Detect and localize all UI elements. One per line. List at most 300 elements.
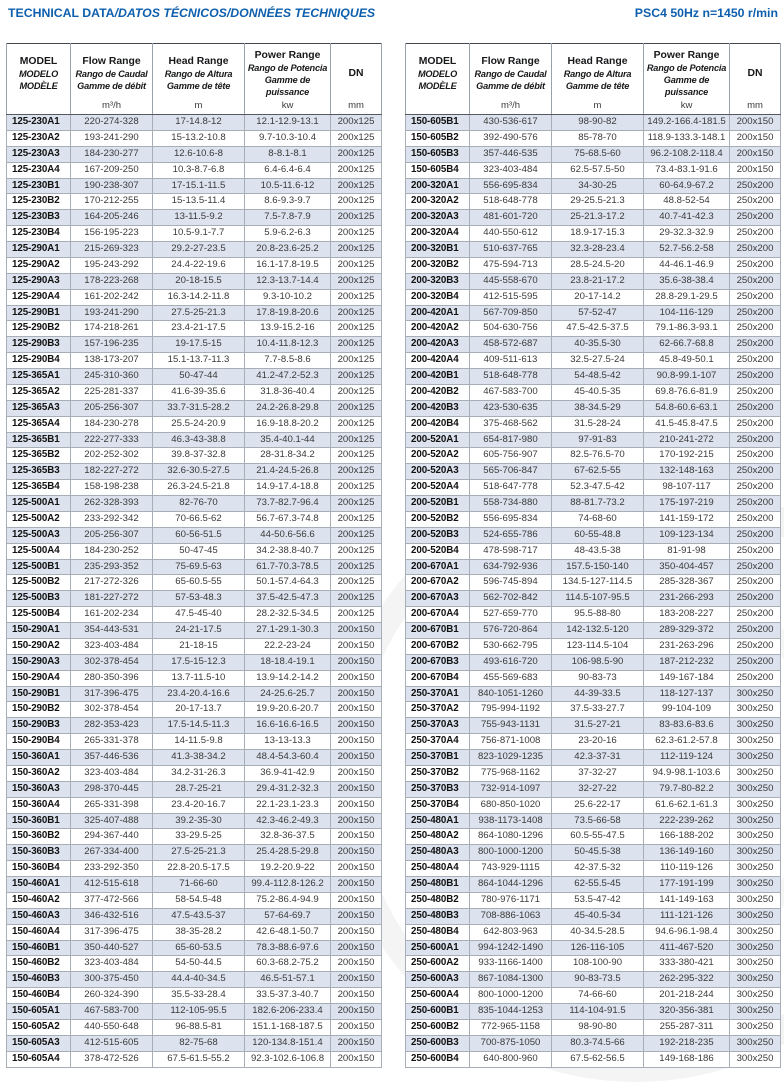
power-column-header bbox=[245, 44, 331, 99]
dn-cell: 300x250 bbox=[730, 734, 781, 750]
dn-cell: 250x200 bbox=[730, 289, 781, 305]
model-cell: 250-600B2 bbox=[406, 1019, 470, 1035]
flow-range-cell: 530-662-795 bbox=[470, 638, 552, 654]
model-cell: 250-480B3 bbox=[406, 908, 470, 924]
power-range-cell: 13.9-14.2-14.2 bbox=[245, 670, 331, 686]
table-row bbox=[7, 289, 382, 305]
model-cell: 125-290A2 bbox=[7, 257, 71, 273]
flow-range-cell: 377-472-566 bbox=[71, 892, 153, 908]
table-row bbox=[406, 638, 781, 654]
dn-cell: 200x125 bbox=[331, 353, 382, 369]
table-row bbox=[406, 988, 781, 1004]
power-range-cell: 99.4-112.8-126.2 bbox=[245, 877, 331, 893]
power-range-cell: 13.9-15.2-16 bbox=[245, 321, 331, 337]
head-range-cell: 35.5-33-28.4 bbox=[153, 988, 245, 1004]
model-cell: 150-460B3 bbox=[7, 972, 71, 988]
power-range-cell: 75.2-86.4-94.9 bbox=[245, 892, 331, 908]
model-cell: 200-520A4 bbox=[406, 480, 470, 496]
head-range-cell: 26.3-24.5-21.8 bbox=[153, 480, 245, 496]
dn-cell: 300x250 bbox=[730, 861, 781, 877]
model-cell: 200-320A2 bbox=[406, 194, 470, 210]
dn-cell: 200x125 bbox=[331, 321, 382, 337]
dn-cell: 200x150 bbox=[331, 765, 382, 781]
flow-range-cell: 184-230-278 bbox=[71, 416, 153, 432]
model-cell: 125-290B1 bbox=[7, 305, 71, 321]
power-range-cell: 36.9-41-42.9 bbox=[245, 765, 331, 781]
flow-range-cell: 445-558-670 bbox=[470, 273, 552, 289]
flow-range-cell: 156-195-223 bbox=[71, 226, 153, 242]
dn-cell: 200x150 bbox=[331, 638, 382, 654]
power-range-cell: 231-263-296 bbox=[644, 638, 730, 654]
flow-range-cell: 412-515-605 bbox=[71, 1035, 153, 1051]
flow-range-cell: 654-817-980 bbox=[470, 432, 552, 448]
flow-range-cell: 504-630-756 bbox=[470, 321, 552, 337]
table-row bbox=[406, 924, 781, 940]
flow-range-cell: 933-1166-1400 bbox=[470, 956, 552, 972]
table-row bbox=[406, 1019, 781, 1035]
dn-cell: 200x125 bbox=[331, 194, 382, 210]
flow-range-cell: 743-929-1115 bbox=[470, 861, 552, 877]
flow-range-cell: 467-583-700 bbox=[470, 384, 552, 400]
head-range-cell: 23.4-20-16.7 bbox=[153, 797, 245, 813]
table-row bbox=[7, 400, 382, 416]
head-range-cell: 22.8-20.5-17.5 bbox=[153, 861, 245, 877]
power-range-cell: 141-149-163 bbox=[644, 892, 730, 908]
head-range-cell: 123-114.5-104 bbox=[552, 638, 644, 654]
flow-range-cell: 392-490-576 bbox=[470, 130, 552, 146]
flow-range-cell: 775-968-1162 bbox=[470, 765, 552, 781]
model-cell: 150-605B4 bbox=[406, 162, 470, 178]
table-row bbox=[406, 972, 781, 988]
power-range-cell: 94.9-98.1-103.6 bbox=[644, 765, 730, 781]
head-range-cell: 38-35-28.2 bbox=[153, 924, 245, 940]
dn-cell: 200x150 bbox=[331, 718, 382, 734]
flow-range-cell: 302-378-454 bbox=[71, 654, 153, 670]
power-range-cell: 285-328-367 bbox=[644, 575, 730, 591]
table-row bbox=[7, 861, 382, 877]
power-range-cell: 333-380-421 bbox=[644, 956, 730, 972]
model-cell: 125-230B1 bbox=[7, 178, 71, 194]
head-range-cell: 62-55.5-45 bbox=[552, 877, 644, 893]
dn-cell: 300x250 bbox=[730, 892, 781, 908]
dn-cell: 300x250 bbox=[730, 765, 781, 781]
table-row bbox=[7, 686, 382, 702]
head-range-cell: 67.5-62-56.5 bbox=[552, 1051, 644, 1067]
head-range-cell: 65-60-53.5 bbox=[153, 940, 245, 956]
head-range-cell: 65-60.5-55 bbox=[153, 575, 245, 591]
power-range-cell: 37.5-42.5-47.3 bbox=[245, 591, 331, 607]
dn-cell: 200x125 bbox=[331, 448, 382, 464]
dn-cell: 300x250 bbox=[730, 702, 781, 718]
head-range-cell: 90-83-73 bbox=[552, 670, 644, 686]
table-row bbox=[7, 797, 382, 813]
head-range-cell: 112-105-95.5 bbox=[153, 1004, 245, 1020]
dn-cell: 300x250 bbox=[730, 829, 781, 845]
model-cell: 200-670A1 bbox=[406, 559, 470, 575]
table-row bbox=[406, 797, 781, 813]
power-range-cell: 210-241-272 bbox=[644, 432, 730, 448]
flow-range-cell: 346-432-516 bbox=[71, 908, 153, 924]
flow-range-cell: 558-734-880 bbox=[470, 496, 552, 512]
model-cell: 150-460A2 bbox=[7, 892, 71, 908]
head-range-cell: 20-18-15.5 bbox=[153, 273, 245, 289]
head-range-cell: 54-48.5-42 bbox=[552, 369, 644, 385]
head-range-cell: 13-11.5-9.2 bbox=[153, 210, 245, 226]
power-range-cell: 28.8-29.1-29.5 bbox=[644, 289, 730, 305]
model-cell: 150-605B2 bbox=[406, 130, 470, 146]
power-range-cell: 7.5-7.8-7.9 bbox=[245, 210, 331, 226]
dn-cell: 200x150 bbox=[331, 654, 382, 670]
dn-cell: 200x150 bbox=[331, 988, 382, 1004]
flow-range-cell: 994-1242-1490 bbox=[470, 940, 552, 956]
table-row bbox=[406, 464, 781, 480]
model-cell: 150-605B3 bbox=[406, 146, 470, 162]
dn-cell: 200x125 bbox=[331, 543, 382, 559]
dn-cell: 200x150 bbox=[331, 892, 382, 908]
power-range-cell: 94.6-96.1-98.4 bbox=[644, 924, 730, 940]
model-cell: 200-520A3 bbox=[406, 464, 470, 480]
table-row bbox=[7, 115, 382, 131]
power-range-cell: 57-64-69.7 bbox=[245, 908, 331, 924]
table-row bbox=[406, 765, 781, 781]
power-range-cell: 9.7-10.3-10.4 bbox=[245, 130, 331, 146]
dn-cell: 200x150 bbox=[331, 1035, 382, 1051]
dn-cell: 250x200 bbox=[730, 496, 781, 512]
table-row bbox=[406, 321, 781, 337]
head-label-en: Head Range bbox=[567, 55, 628, 67]
flow-unit-cell: m³/h bbox=[470, 98, 552, 115]
model-cell: 125-500A4 bbox=[7, 543, 71, 559]
model-cell: 200-520B3 bbox=[406, 527, 470, 543]
right-table-body bbox=[406, 115, 781, 1068]
head-label-fr: Gamme de tête bbox=[166, 80, 231, 91]
dn-cell: 300x250 bbox=[730, 1019, 781, 1035]
head-range-cell: 32.3-28-23.4 bbox=[552, 242, 644, 258]
dn-cell: 200x150 bbox=[331, 972, 382, 988]
flow-range-cell: 260-324-390 bbox=[71, 988, 153, 1004]
table-row bbox=[406, 718, 781, 734]
table-row bbox=[406, 273, 781, 289]
power-range-cell: 24-25.6-25.7 bbox=[245, 686, 331, 702]
model-cell: 125-365A2 bbox=[7, 384, 71, 400]
flow-range-cell: 835-1044-1253 bbox=[470, 1004, 552, 1020]
flow-range-cell: 440-550-648 bbox=[71, 1019, 153, 1035]
head-range-cell: 18.9-17-15.3 bbox=[552, 226, 644, 242]
power-range-cell: 10.5-11.6-12 bbox=[245, 178, 331, 194]
flow-range-cell: 323-403-484 bbox=[71, 638, 153, 654]
table-row bbox=[7, 559, 382, 575]
model-cell: 250-480A1 bbox=[406, 813, 470, 829]
table-row bbox=[7, 638, 382, 654]
model-cell: 150-605B1 bbox=[406, 115, 470, 131]
model-cell: 250-370B4 bbox=[406, 797, 470, 813]
head-range-cell: 47.5-43.5-37 bbox=[153, 908, 245, 924]
model-cell: 150-290B3 bbox=[7, 718, 71, 734]
flow-label-en: Flow Range bbox=[82, 55, 141, 67]
power-range-cell: 56.7-67.3-74.8 bbox=[245, 511, 331, 527]
table-row bbox=[7, 210, 382, 226]
power-range-cell: 166-188-202 bbox=[644, 829, 730, 845]
table-row bbox=[406, 146, 781, 162]
dn-cell: 200x125 bbox=[331, 305, 382, 321]
table-row bbox=[406, 369, 781, 385]
table-row bbox=[406, 400, 781, 416]
flow-column-header bbox=[470, 44, 552, 99]
model-cell: 125-230A2 bbox=[7, 130, 71, 146]
table-row bbox=[7, 337, 382, 353]
power-range-cell: 201-218-244 bbox=[644, 988, 730, 1004]
power-range-cell: 29-32.3-32.9 bbox=[644, 226, 730, 242]
head-range-cell: 33.7-31.5-28.2 bbox=[153, 400, 245, 416]
power-range-cell: 83-83.6-83.6 bbox=[644, 718, 730, 734]
head-range-cell: 13.7-11.5-10 bbox=[153, 670, 245, 686]
head-range-cell: 39.2-35-30 bbox=[153, 813, 245, 829]
flow-unit-cell: m³/h bbox=[71, 98, 153, 115]
dn-cell: 250x200 bbox=[730, 400, 781, 416]
table-row bbox=[406, 670, 781, 686]
left-table-body bbox=[7, 115, 382, 1068]
head-range-cell: 60-55-48.8 bbox=[552, 527, 644, 543]
flow-range-cell: 182-227-272 bbox=[71, 464, 153, 480]
head-range-cell: 34-30-25 bbox=[552, 178, 644, 194]
head-range-cell: 88-81.7-73.2 bbox=[552, 496, 644, 512]
table-row bbox=[7, 321, 382, 337]
flow-range-cell: 280-350-396 bbox=[71, 670, 153, 686]
power-range-cell: 32.8-36-37.5 bbox=[245, 829, 331, 845]
dn-cell: 200x125 bbox=[331, 210, 382, 226]
flow-range-cell: 375-468-562 bbox=[470, 416, 552, 432]
model-cell: 125-500A3 bbox=[7, 527, 71, 543]
head-range-cell: 32-27-22 bbox=[552, 781, 644, 797]
flow-range-cell: 245-310-360 bbox=[71, 369, 153, 385]
flow-range-cell: 780-976-1171 bbox=[470, 892, 552, 908]
dn-cell: 250x200 bbox=[730, 432, 781, 448]
power-range-cell: 44-46.1-46.9 bbox=[644, 257, 730, 273]
table-row bbox=[406, 591, 781, 607]
dn-cell: 250x200 bbox=[730, 511, 781, 527]
flow-range-cell: 157-196-235 bbox=[71, 337, 153, 353]
power-range-cell: 192-218-235 bbox=[644, 1035, 730, 1051]
flow-range-cell: 190-238-307 bbox=[71, 178, 153, 194]
dn-cell: 300x250 bbox=[730, 1004, 781, 1020]
dn-cell: 300x250 bbox=[730, 972, 781, 988]
dn-cell: 200x125 bbox=[331, 162, 382, 178]
power-range-cell: 8.6-9.3-9.7 bbox=[245, 194, 331, 210]
model-cell: 200-320B2 bbox=[406, 257, 470, 273]
dn-cell: 250x200 bbox=[730, 226, 781, 242]
head-range-cell: 90-83-73.5 bbox=[552, 972, 644, 988]
dn-cell: 250x200 bbox=[730, 337, 781, 353]
dn-cell: 200x150 bbox=[331, 686, 382, 702]
head-range-cell: 46.3-43-38.8 bbox=[153, 432, 245, 448]
head-range-cell: 23-20-16 bbox=[552, 734, 644, 750]
left-table-header bbox=[7, 44, 382, 115]
head-range-cell: 16.3-14.2-11.8 bbox=[153, 289, 245, 305]
model-cell: 200-670B1 bbox=[406, 623, 470, 639]
model-label-en: MODEL bbox=[418, 55, 457, 67]
flow-range-cell: 222-277-333 bbox=[71, 432, 153, 448]
table-row bbox=[7, 892, 382, 908]
table-row bbox=[7, 781, 382, 797]
table-row bbox=[406, 448, 781, 464]
flow-range-cell: 493-616-720 bbox=[470, 654, 552, 670]
table-row bbox=[7, 940, 382, 956]
table-row bbox=[406, 702, 781, 718]
head-range-cell: 23.8-21-17.2 bbox=[552, 273, 644, 289]
table-row bbox=[406, 130, 781, 146]
table-row bbox=[406, 1004, 781, 1020]
flow-label-fr: Gamme de débit bbox=[476, 80, 545, 91]
head-range-cell: 17-15.1-11.5 bbox=[153, 178, 245, 194]
flow-range-cell: 323-403-484 bbox=[71, 956, 153, 972]
head-range-cell: 44-39-33.5 bbox=[552, 686, 644, 702]
power-range-cell: 6.4-6.4-6.4 bbox=[245, 162, 331, 178]
head-range-cell: 134.5-127-114.5 bbox=[552, 575, 644, 591]
model-cell: 200-520B2 bbox=[406, 511, 470, 527]
model-cell: 125-290B3 bbox=[7, 337, 71, 353]
flow-range-cell: 202-252-302 bbox=[71, 448, 153, 464]
table-row bbox=[406, 353, 781, 369]
flow-range-cell: 412-515-618 bbox=[71, 877, 153, 893]
flow-label-en: Flow Range bbox=[481, 55, 540, 67]
table-row bbox=[7, 654, 382, 670]
model-cell: 250-600B1 bbox=[406, 1004, 470, 1020]
right-data-table bbox=[405, 43, 781, 1068]
power-range-cell: 40.7-41-42.3 bbox=[644, 210, 730, 226]
table-row bbox=[7, 369, 382, 385]
dn-cell: 200x150 bbox=[331, 861, 382, 877]
model-cell: 125-290B2 bbox=[7, 321, 71, 337]
dn-cell: 200x125 bbox=[331, 257, 382, 273]
table-row bbox=[7, 750, 382, 766]
power-range-cell: 12.1-12.9-13.1 bbox=[245, 115, 331, 131]
head-range-cell: 82-75-68 bbox=[153, 1035, 245, 1051]
dn-cell: 300x250 bbox=[730, 924, 781, 940]
power-range-cell: 411-467-520 bbox=[644, 940, 730, 956]
power-range-cell: 187-212-232 bbox=[644, 654, 730, 670]
model-cell: 200-520A1 bbox=[406, 432, 470, 448]
head-range-cell: 29.2-27-23.5 bbox=[153, 242, 245, 258]
head-range-cell: 71-66-60 bbox=[153, 877, 245, 893]
table-row bbox=[406, 226, 781, 242]
flow-range-cell: 217-272-326 bbox=[71, 575, 153, 591]
flow-range-cell: 174-218-261 bbox=[71, 321, 153, 337]
flow-range-cell: 864-1080-1296 bbox=[470, 829, 552, 845]
model-cell: 200-670B2 bbox=[406, 638, 470, 654]
dn-cell: 250x200 bbox=[730, 210, 781, 226]
power-label-en: Power Range bbox=[653, 49, 720, 61]
flow-range-cell: 138-173-207 bbox=[71, 353, 153, 369]
table-row bbox=[406, 242, 781, 258]
dn-cell: 200x150 bbox=[730, 130, 781, 146]
dn-cell: 200x125 bbox=[331, 115, 382, 131]
flow-range-cell: 576-720-864 bbox=[470, 623, 552, 639]
flow-range-cell: 458-572-687 bbox=[470, 337, 552, 353]
model-cell: 250-480B4 bbox=[406, 924, 470, 940]
power-range-cell: 9.3-10-10.2 bbox=[245, 289, 331, 305]
flow-column-header bbox=[71, 44, 153, 99]
head-unit-cell: m bbox=[153, 98, 245, 115]
dn-cell: 200x150 bbox=[331, 797, 382, 813]
power-range-cell: 44-50.6-56.6 bbox=[245, 527, 331, 543]
dn-cell: 200x150 bbox=[331, 1051, 382, 1067]
model-cell: 250-370A3 bbox=[406, 718, 470, 734]
model-cell: 250-600B3 bbox=[406, 1035, 470, 1051]
flow-range-cell: 323-403-484 bbox=[71, 765, 153, 781]
flow-range-cell: 642-803-963 bbox=[470, 924, 552, 940]
power-range-cell: 109-123-134 bbox=[644, 527, 730, 543]
model-cell: 125-230A3 bbox=[7, 146, 71, 162]
flow-range-cell: 640-800-960 bbox=[470, 1051, 552, 1067]
dn-cell: 200x125 bbox=[331, 559, 382, 575]
power-label-fr: Gamme de puissance bbox=[264, 74, 311, 97]
model-cell: 150-460B1 bbox=[7, 940, 71, 956]
table-row bbox=[7, 384, 382, 400]
model-cell: 200-420A3 bbox=[406, 337, 470, 353]
dn-cell: 200x125 bbox=[331, 591, 382, 607]
model-cell: 125-230B3 bbox=[7, 210, 71, 226]
dn-label: DN bbox=[348, 67, 364, 79]
flow-range-cell: 455-569-683 bbox=[470, 670, 552, 686]
flow-range-cell: 596-745-894 bbox=[470, 575, 552, 591]
flow-range-cell: 317-396-475 bbox=[71, 924, 153, 940]
dn-cell: 250x200 bbox=[730, 416, 781, 432]
dn-cell: 300x250 bbox=[730, 750, 781, 766]
table-row bbox=[7, 480, 382, 496]
power-range-cell: 45.8-49-50.1 bbox=[644, 353, 730, 369]
head-range-cell: 15-13.2-10.8 bbox=[153, 130, 245, 146]
flow-range-cell: 354-443-531 bbox=[71, 623, 153, 639]
power-range-cell: 78.3-88.6-97.6 bbox=[245, 940, 331, 956]
table-row bbox=[406, 575, 781, 591]
head-range-cell: 108-100-90 bbox=[552, 956, 644, 972]
table-row bbox=[7, 257, 382, 273]
head-label-fr: Gamme de tête bbox=[565, 80, 630, 91]
dn-cell: 300x250 bbox=[730, 686, 781, 702]
head-range-cell: 15-13.5-11.4 bbox=[153, 194, 245, 210]
dn-cell: 200x125 bbox=[331, 575, 382, 591]
flow-range-cell: 233-292-342 bbox=[71, 511, 153, 527]
dn-cell: 200x125 bbox=[331, 289, 382, 305]
table-row bbox=[406, 210, 781, 226]
dn-cell: 200x150 bbox=[331, 829, 382, 845]
model-cell: 200-420A2 bbox=[406, 321, 470, 337]
table-row bbox=[406, 861, 781, 877]
flow-range-cell: 772-965-1158 bbox=[470, 1019, 552, 1035]
table-row bbox=[406, 845, 781, 861]
flow-range-cell: 205-256-307 bbox=[71, 527, 153, 543]
flow-range-cell: 378-472-526 bbox=[71, 1051, 153, 1067]
dn-cell: 200x125 bbox=[331, 607, 382, 623]
table-row bbox=[406, 813, 781, 829]
power-range-cell: 92.3-102.6-106.8 bbox=[245, 1051, 331, 1067]
flow-range-cell: 823-1029-1235 bbox=[470, 750, 552, 766]
dn-cell: 200x150 bbox=[331, 670, 382, 686]
dn-cell: 300x250 bbox=[730, 877, 781, 893]
power-range-cell: 42.3-46.2-49.3 bbox=[245, 813, 331, 829]
model-cell: 200-670B4 bbox=[406, 670, 470, 686]
flow-range-cell: 298-370-445 bbox=[71, 781, 153, 797]
table-row bbox=[7, 226, 382, 242]
dn-column-header bbox=[730, 44, 781, 99]
model-cell: 125-500A2 bbox=[7, 511, 71, 527]
flow-range-cell: 864-1044-1296 bbox=[470, 877, 552, 893]
power-range-cell: 79.7-80-82.2 bbox=[644, 781, 730, 797]
model-cell: 250-370B2 bbox=[406, 765, 470, 781]
flow-range-cell: 430-536-617 bbox=[470, 115, 552, 131]
model-cell: 125-290A3 bbox=[7, 273, 71, 289]
model-unit-cell bbox=[406, 98, 470, 115]
